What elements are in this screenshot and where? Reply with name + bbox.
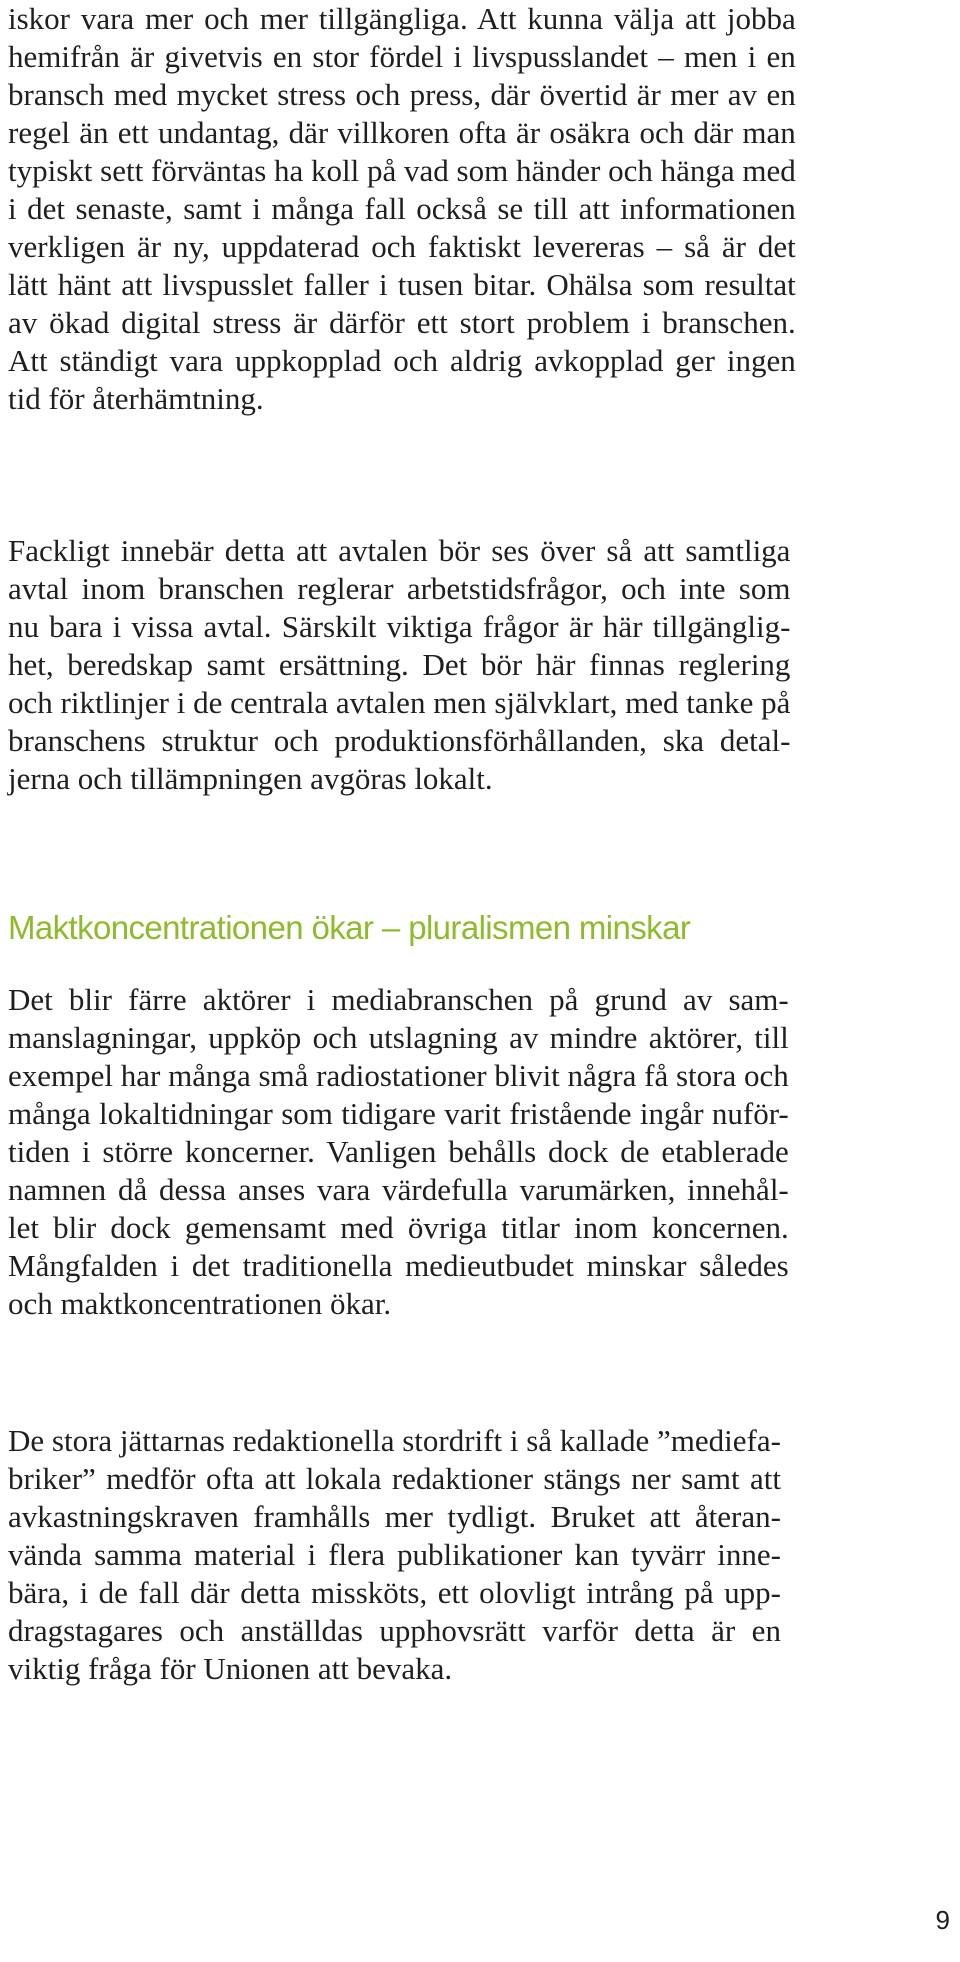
text-line: avtal inom branschen reglerar arbetstidsfrågor, och inte som [8, 571, 791, 606]
section-heading: Maktkoncentrationen ökar – pluralismen minskar [8, 909, 691, 946]
paragraph-digital-stress [8, 0, 796, 418]
text-line: De stora jättarnas redaktionella stordrift i så kallade ”mediefa- [8, 1423, 781, 1458]
paragraph-media-factories [8, 1422, 781, 1688]
text-line: iskor vara mer och mer tillgängliga. Att kunna välja att jobba [8, 1, 796, 36]
text-line: vända samma material i flera publikationer kan tyvärr inne- [8, 1537, 781, 1572]
text-line: manslagningar, uppköp och utslagning av mindre aktörer, till [8, 1020, 789, 1055]
text-line: bära, i de fall där detta missköts, ett olovligt intrång på upp- [8, 1575, 781, 1610]
text-line: och maktkoncentrationen ökar. [8, 1286, 392, 1321]
text-line: avkastningskraven framhålls mer tydligt. Bruket att återan- [8, 1499, 781, 1534]
text-line: många lokaltidningar som tidigare varit fristående ingår nuför- [8, 1096, 789, 1131]
text-line: lätt hänt att livspusslet faller i tusen bitar. Ohälsa som resultat [8, 267, 796, 302]
text-line: tiden i större koncerner. Vanligen behålls dock de etablerade [8, 1134, 789, 1169]
paragraph-media-consolidation [8, 981, 789, 1323]
text-line: tid för återhämtning. [8, 381, 264, 416]
text-line: i det senaste, samt i många fall också se till att informationen [8, 191, 796, 226]
page-number: 9 [935, 1905, 950, 1935]
text-line: Fackligt innebär detta att avtalen bör ses över så att samtliga [8, 533, 791, 568]
text-line: nu bara i vissa avtal. Särskilt viktiga frågor är här tillgänglig- [8, 609, 791, 644]
text-line: viktig fråga för Unionen att bevaka. [8, 1651, 453, 1686]
text-line: Att ständigt vara uppkopplad och aldrig avkopplad ger ingen [8, 343, 796, 378]
text-line: briker” medför ofta att lokala redaktioner stängs ner samt att [8, 1461, 781, 1496]
text-line: Mångfalden i det traditionella medieutbudet minskar således [8, 1248, 789, 1283]
text-line: och riktlinjer i de centrala avtalen men självklart, med tanke på [8, 685, 791, 720]
text-line: hemifrån är givetvis en stor fördel i livspusslandet – men i en [8, 39, 796, 74]
text-line: verkligen är ny, uppdaterad och faktiskt levereras – så är det [8, 229, 796, 264]
text-line: bransch med mycket stress och press, där övertid är mer av en [8, 77, 796, 112]
text-line: het, beredskap samt ersättning. Det bör här finnas reglering [8, 647, 791, 682]
text-line: dragstagares och anställdas upphovsrätt varför detta är en [8, 1613, 781, 1648]
text-line: av ökad digital stress är därför ett stort problem i branschen. [8, 305, 796, 340]
text-line: let blir dock gemensamt med övriga titlar inom koncernen. [8, 1210, 789, 1245]
text-line: namnen då dessa anses vara värdefulla varumärken, innehål- [8, 1172, 789, 1207]
text-line: Det blir färre aktörer i mediabranschen på grund av sam- [8, 982, 789, 1017]
text-line: branschens struktur och produktionsförhållanden, ska detal- [8, 723, 791, 758]
paragraph-union-agreements [8, 532, 790, 798]
text-line: regel än ett undantag, där villkoren ofta är osäkra och där man [8, 115, 796, 150]
text-line: jerna och tillämpningen avgöras lokalt. [8, 761, 493, 796]
text-line: typiskt sett förväntas ha koll på vad som händer och hänga med [8, 153, 796, 188]
text-line: exempel har många små radiostationer blivit några få stora och [8, 1058, 789, 1093]
